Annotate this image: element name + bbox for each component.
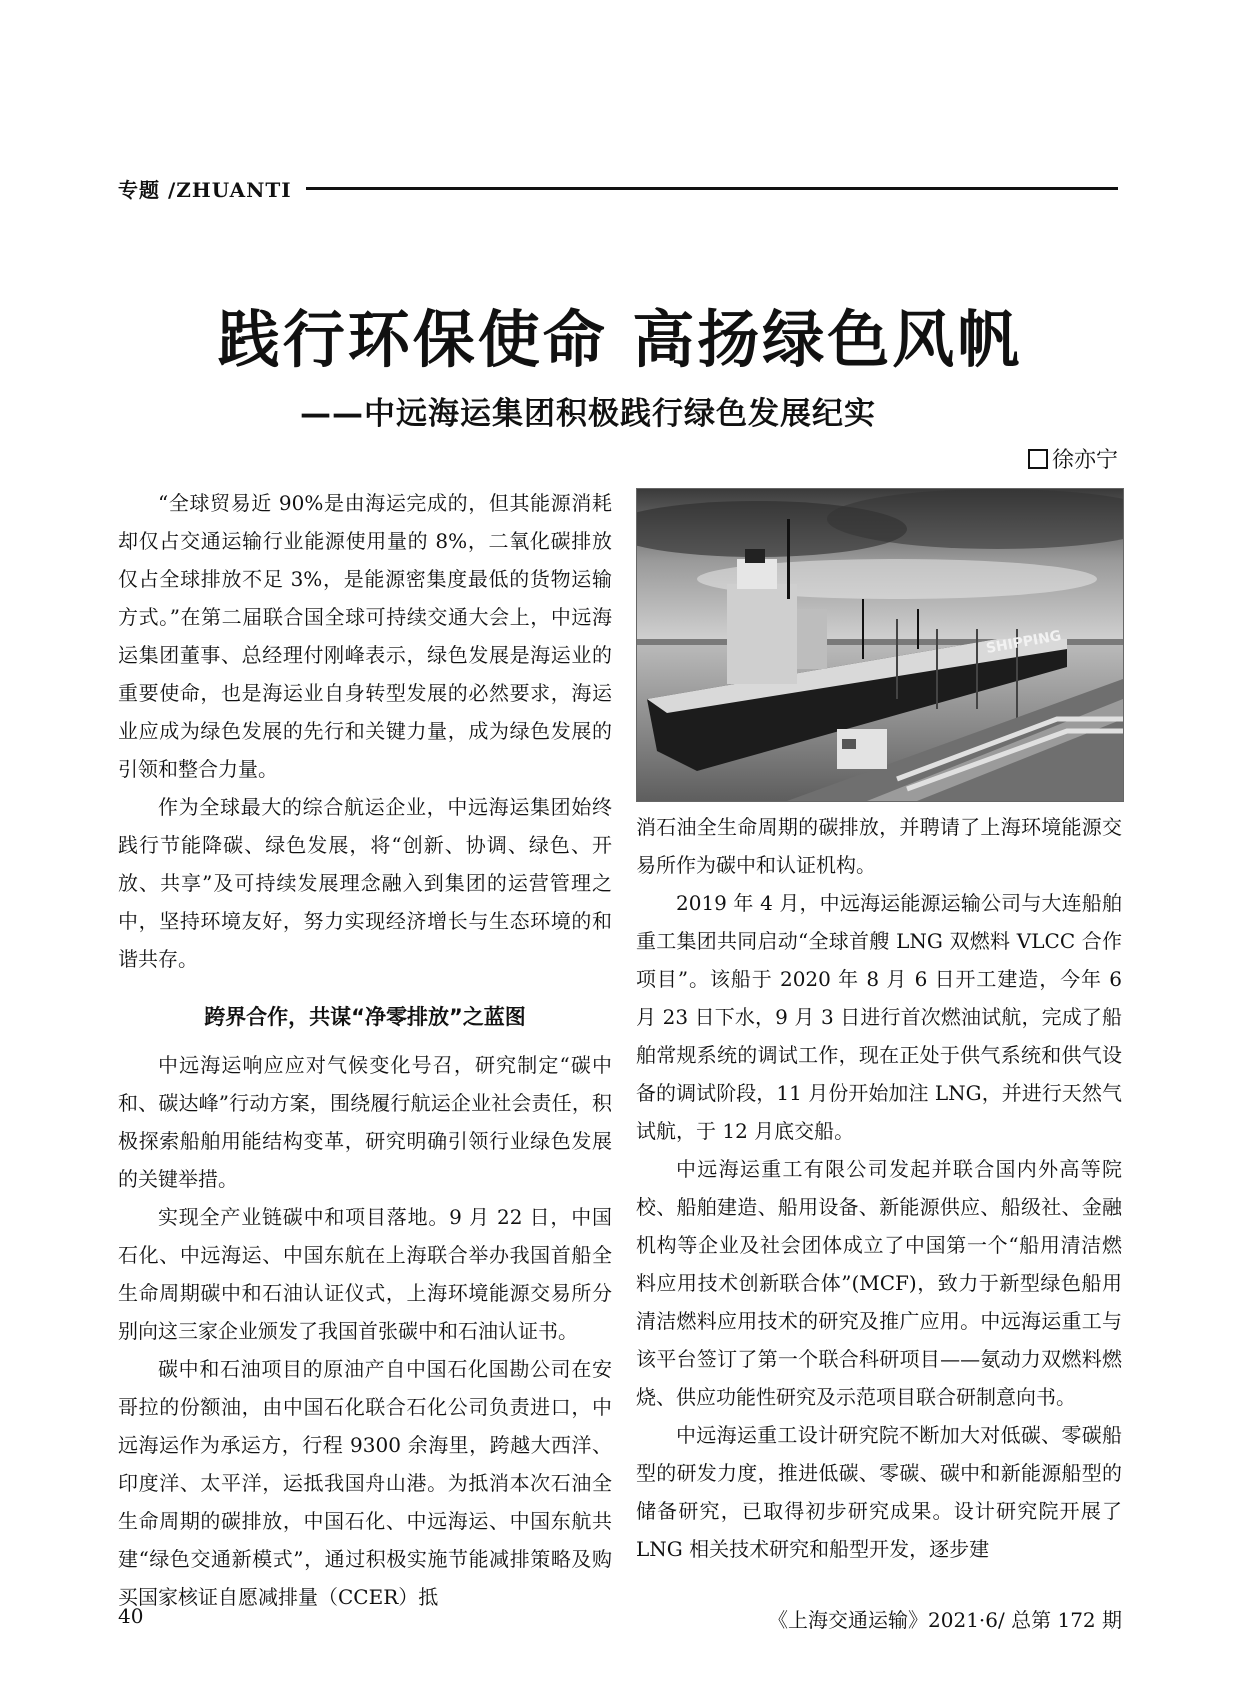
intro-paragraph-1: “全球贸易近 90%是由海运完成的，但其能源消耗却仅占交通运输行业能源使用量的 8%，二氧化碳排放仅占全球排放不足 3%，是能源密集度最低的货物运输方式。”在第二届联合国全球可持续交通大会上，中远海运集团董事、总经理付刚峰表示，绿色发展是海运业的重要使命，也是海运业自身转型发展的必然要求，海运业应成为绿色发展的先行和关键力量，成为绿色发展的引领和整合力量。 bbox=[118, 491, 612, 781]
body-paragraph-4: 2019 年 4 月，中远海运能源运输公司与大连船舶重工集团共同启动“全球首艘 LNG 双燃料 VLCC 合作项目”。该船于 2020 年 8 月 6 日开工建造，今年 6 月 23 日下水，9 月 3 日进行首次燃油试航，完成了船舶常规系统的调试工作，现在正处于供气系统和供气设备的调试阶段，11 月份开始加注 LNG，并进行天然气试航，于 12 月底交船。 bbox=[636, 891, 1122, 1143]
journal-citation: 《上海交通运输》2021·6/ 总第 172 期 bbox=[768, 1608, 1122, 1632]
section-heading: 跨界合作，共谋“净零排放”之蓝图 bbox=[204, 1005, 526, 1029]
body-paragraph-3: 碳中和石油项目的原油产自中国石化国勘公司在安哥拉的份额油，由中国石化联合石化公司负责进口，中远海运作为承运方，行程 9300 余海里，跨越大西洋、印度洋、太平洋，运抵我国舟山港。为抵消本次石油全生命周期的碳排放，中国石化、中远海运、中国东航共建“绿色交通新模式”，通过积极实施节能减排策略及购买国家核证自愿减排量（CCER）抵 bbox=[118, 1357, 612, 1609]
body-paragraph-5: 中远海运重工有限公司发起并联合国内外高等院校、船舶建造、船用设备、新能源供应、船级社、金融机构等企业及社会团体成立了中国第一个“船用清洁燃料应用技术创新联合体”(MCF)，致力于新型绿色船用清洁燃料应用技术的研究及推广应用。中远海运重工与该平台签订了第一个联合科研项目——氨动力双燃料燃烧、供应功能性研究及示范项目联合研制意向书。 bbox=[636, 1157, 1122, 1409]
page-number: 40 bbox=[118, 1604, 144, 1628]
byline-box-icon bbox=[1028, 449, 1048, 469]
body-paragraph-2: 实现全产业链碳中和项目落地。9 月 22 日，中国石化、中远海运、中国东航在上海联合举办我国首船全生命周期碳中和石油认证仪式，上海环境能源交易所分别向这三家企业颁发了我国首张碳中和石油认证书。 bbox=[118, 1205, 612, 1343]
right-column bbox=[636, 808, 1122, 1568]
body-paragraph-1: 中远海运响应应对气候变化号召，研究制定“碳中和、碳达峰”行动方案，围绕履行航运企业社会责任，积极探索船舶用能结构变革，研究明确引领行业绿色发展的关键举措。 bbox=[118, 1053, 612, 1191]
header-rule bbox=[306, 187, 1118, 190]
author-name: 徐亦宁 bbox=[1051, 448, 1118, 473]
hull-lettering: SHIPPING bbox=[984, 627, 1063, 657]
left-column bbox=[118, 484, 612, 1616]
continued-paragraph: 消石油全生命周期的碳排放，并聘请了上海环境能源交易所作为碳中和认证机构。 bbox=[636, 815, 1122, 877]
section-header bbox=[118, 170, 1118, 206]
section-label: 专题 /ZHUANTI bbox=[118, 177, 292, 202]
author-byline bbox=[1028, 443, 1118, 474]
article-subtitle: ——中远海运集团积极践行绿色发展纪实 bbox=[300, 396, 876, 432]
article-title: 践行环保使命 高扬绿色风帆 bbox=[217, 303, 1023, 376]
intro-paragraph-2: 作为全球最大的综合航运企业，中远海运集团始终践行节能降碳、绿色发展，将“创新、协调、绿色、开放、共享”及可持续发展理念融入到集团的运营管理之中，坚持环境友好，努力实现经济增长与生态环境的和谐共存。 bbox=[118, 795, 612, 971]
tanker-photo bbox=[636, 488, 1124, 802]
body-paragraph-6: 中远海运重工设计研究院不断加大对低碳、零碳船型的研发力度，推进低碳、零碳、碳中和新能源船型的储备研究，已取得初步研究成果。设计研究院开展了 LNG 相关技术研究和船型开发，逐步建 bbox=[636, 1423, 1122, 1561]
